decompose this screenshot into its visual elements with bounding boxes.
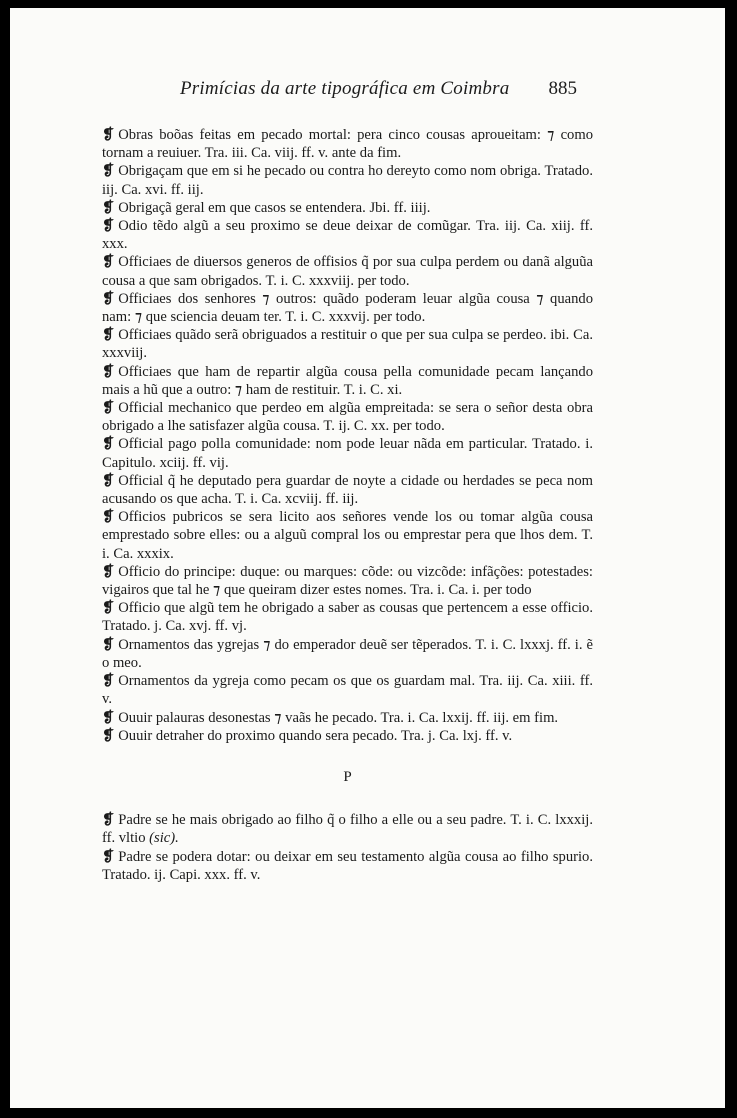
index-entry: ❡ Padre se he mais obrigado ao filho q̃ o filho a elle ou a seu padre. T. i. C. lxxxij. ff. vltio (sic).: [102, 812, 593, 847]
paragraph-mark-icon: ❡: [102, 436, 115, 453]
index-entry: ❡ Officio do principe: duque: ou marques: cõde: ou vizcõde: infãções: potestades: vigairos que tal he ⁊ que queiram dizer estes nomes. Tra. i. Ca. i. per todo: [102, 563, 593, 599]
paragraph-mark-icon: ❡: [102, 563, 115, 580]
paragraph-mark-icon: ❡: [102, 163, 115, 180]
index-entry: ❡ Officiaes dos senhores ⁊ outros: quãdo poderam leuar algũa cousa ⁊ quando nam: ⁊ que sciencia deuam ter. T. i. C. xxxvij. per todo.: [102, 290, 593, 326]
index-body: [102, 126, 593, 884]
paragraph-mark-icon: ❡: [102, 127, 115, 143]
paragraph-mark-icon: ❡: [102, 254, 115, 271]
paragraph-mark-icon: ❡: [102, 400, 115, 417]
running-title: Primícias da arte tipográfica em Coimbra: [180, 78, 510, 99]
index-entry: ❡ Official mechanico que perdeo em algũa empreitada: se sera o señor desta obra obrigado a lhe satisfazer algũa cousa. T. ij. C. xx. per todo.: [102, 400, 593, 435]
index-entry: ❡ Odio tẽdo algũ a seu proximo se deue deixar de comũgar. Tra. iij. Ca. xiij. ff. xxx.: [102, 218, 593, 253]
paragraph-mark-icon: ❡: [102, 673, 115, 690]
index-entry: ❡ Official q̃ he deputado pera guardar de noyte a cidade ou herdades se peca nom acusando os que acha. T. i. Ca. xcviij. ff. iij.: [102, 472, 593, 508]
paragraph-mark-icon: ❡: [102, 600, 115, 617]
paragraph-mark-icon: ❡: [102, 327, 115, 344]
index-entry: ❡ Ouuir detraher do proximo quando sera pecado. Tra. j. Ca. lxj. ff. v.: [102, 727, 513, 744]
index-entry: ❡ Ouuir palauras desonestas ⁊ vaãs he pecado. Tra. i. Ca. lxxij. ff. iij. em fim.: [102, 709, 559, 726]
index-entry: ❡ Officios pubricos se sera licito aos señores vende los ou tomar algũa cousa emprestado sobre elles: ou a alguũ compral los ou emprestar pera que lhos dem. T. i. Ca. xxxix.: [102, 509, 593, 562]
index-entry: ❡ Obrigaçã geral em que casos se entendera. Jbi. ff. iiij.: [102, 199, 431, 216]
paragraph-mark-icon: ❡: [102, 199, 115, 216]
index-entry: ❡ Officio que algũ tem he obrigado a saber as cousas que pertencem a esse officio. Tratado. j. Ca. xvj. ff. vj.: [102, 600, 593, 635]
paragraph-mark-icon: ❡: [102, 472, 115, 489]
index-entry: ❡ Officiaes que ham de repartir algũa cousa pella comunidade pecam lançando mais a hũ que a outro: ⁊ ham de restituir. T. i. C. xi.: [102, 363, 593, 398]
paragraph-mark-icon: ❡: [102, 363, 115, 380]
page-number: 885: [548, 78, 577, 99]
index-entry: ❡ Padre se podera dotar: ou deixar em seu testamento algũa cousa ao filho spurio. Tratado. ij. Capi. xxx. ff. v.: [102, 848, 593, 883]
index-entry: ❡ Ornamentos das ygrejas ⁊ do emperador deuẽ ser tẽperados. T. i. C. lxxxj. ff. i. ẽ o meo.: [102, 636, 593, 671]
page: [10, 8, 725, 1108]
paragraph-mark-icon: ❡: [102, 290, 115, 307]
index-entry: ❡ Ornamentos da ygreja como pecam os que os guardam mal. Tra. iij. Ca. xiii. ff. v.: [102, 673, 593, 708]
index-entry: ❡ Obrigaçam que em si he pecado ou contra ho dereyto como nom obriga. Tratado. iij. Ca. xvi. ff. iij.: [102, 163, 593, 198]
sic-note: (sic).: [149, 830, 179, 847]
paragraph-mark-icon: ❡: [102, 848, 115, 865]
index-entry: ❡ Officiaes quãdo serã obriguados a restituir o que per sua culpa se perdeo. ibi. Ca. xxxviij.: [102, 327, 593, 362]
index-entry: ❡ Obras boõas feitas em pecado mortal: pera cinco cousas aproueitam: ⁊ como tornam a reuiuer. Tra. iii. Ca. viij. ff. v. ante da fim.: [102, 127, 593, 162]
paragraph-mark-icon: ❡: [102, 709, 115, 726]
paragraph-mark-icon: ❡: [102, 218, 115, 235]
running-head: [10, 78, 725, 106]
paragraph-mark-icon: ❡: [102, 727, 115, 744]
paragraph-mark-icon: ❡: [102, 636, 115, 653]
section-letter: P: [343, 768, 352, 785]
paragraph-mark-icon: ❡: [102, 812, 115, 829]
index-entry: ❡ Official pago polla comunidade: nom pode leuar nãda em particular. Tratado. i. Capitulo. xciij. ff. vij.: [102, 436, 593, 471]
paragraph-mark-icon: ❡: [102, 509, 115, 526]
index-entry: ❡ Officiaes de diuersos generos de offisios q̃ por sua culpa perdem ou danã alguũa cousa a que sam obrigados. T. i. C. xxxviij. per todo.: [102, 254, 593, 289]
